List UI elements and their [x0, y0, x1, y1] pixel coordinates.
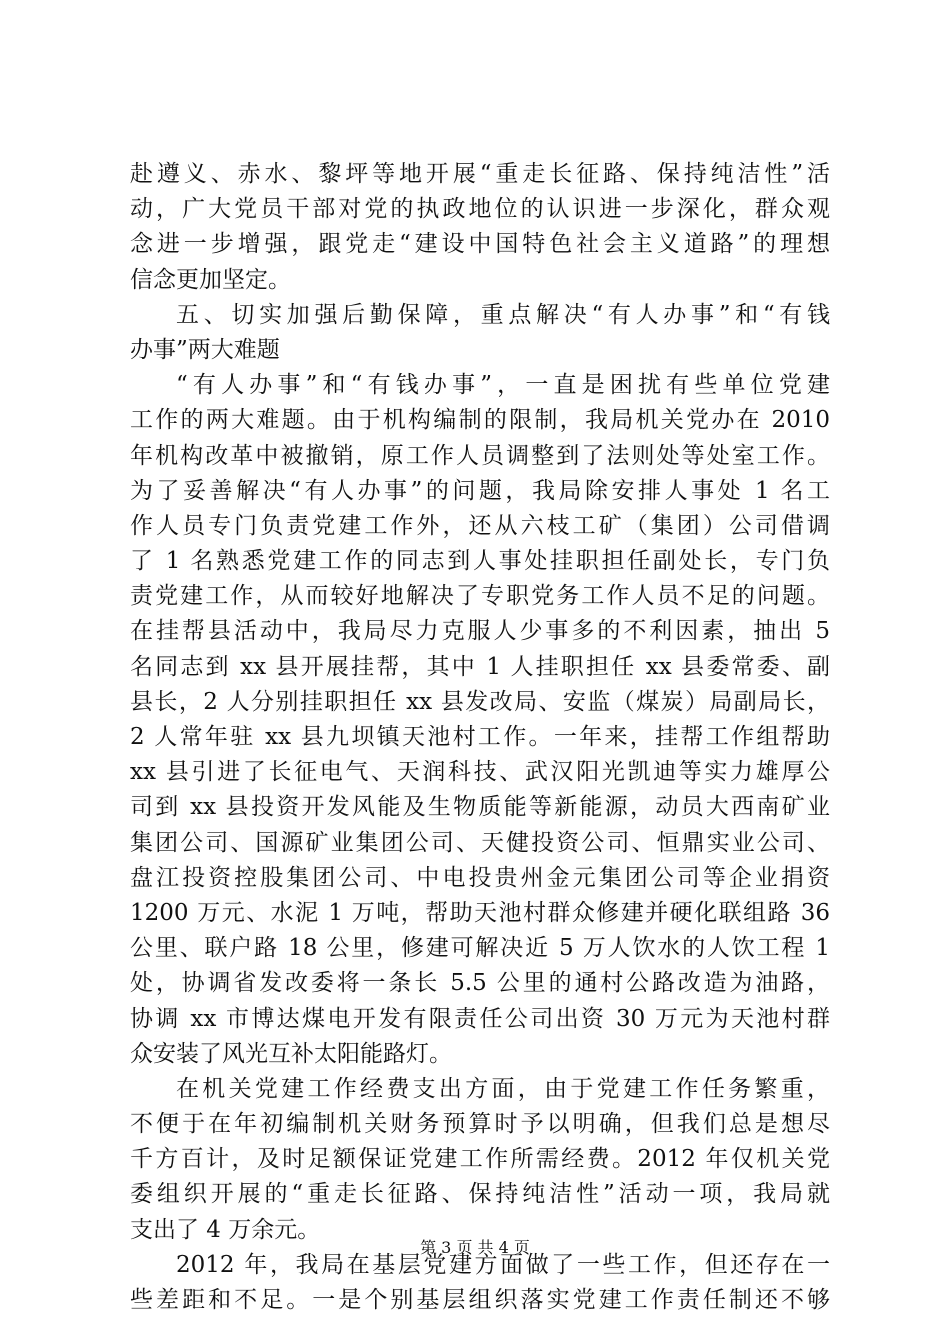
page-footer: 第 3 页 共 4 页 — [420, 1238, 530, 1257]
text-line: 念进一步增强，跟党走“建设中国特色社会主义道路”的理想 — [130, 231, 830, 258]
text-line: 五、切实加强后勤保障，重点解决“有人办事”和“有钱 — [176, 301, 830, 328]
text-line: 司到 xx 县投资开发风能及生物质能等新能源，动员大西南矿业 — [130, 794, 830, 821]
text-line: 办事”两大难题 — [130, 336, 280, 363]
text-line: 为了妥善解决“有人办事”的问题，我局除安排人事处 1 名工 — [130, 477, 830, 504]
text-line: 年机构改革中被撤销，原工作人员调整到了法则处等处室工作。 — [130, 442, 830, 469]
text-line: 1200 万元、水泥 1 万吨，帮助天池村群众修建并硬化联组路 36 — [130, 899, 830, 926]
text-line: 在机关党建工作经费支出方面，由于党建工作任务繁重， — [176, 1075, 830, 1102]
text-line: 集团公司、国源矿业集团公司、天健投资公司、恒鼎实业公司、 — [130, 829, 830, 856]
text-line: 县长，2 人分别挂职担任 xx 县发改局、安监（煤炭）局副局长， — [130, 688, 830, 715]
text-line: “有人办事”和“有钱办事”，一直是困扰有些单位党建 — [176, 372, 830, 399]
text-line: xx 县引进了长征电气、天润科技、武汉阳光凯迪等实力雄厚公 — [130, 759, 830, 786]
text-line: 公里、联户路 18 公里，修建可解决近 5 万人饮水的人饮工程 1 — [130, 935, 830, 962]
text-line: 众安装了风光互补太阳能路灯。 — [130, 1040, 452, 1067]
text-line: 处，协调省发改委将一条长 5.5 公里的通村公路改造为油路， — [130, 970, 830, 997]
text-line: 在挂帮县活动中，我局尽力克服人少事多的不利因素，抽出 5 — [130, 618, 830, 645]
text-line: 责党建工作，从而较好地解决了专职党务工作人员不足的问题。 — [130, 583, 830, 610]
text-line: 了 1 名熟悉党建工作的同志到人事处挂职担任副处长，专门负 — [130, 548, 830, 575]
text-line: 工作的两大难题。由于机构编制的限制，我局机关党办在 2010 — [130, 407, 830, 434]
text-line: 动，广大党员干部对党的执政地位的认识进一步深化，群众观 — [130, 196, 830, 223]
text-line: 协调 xx 市博达煤电开发有限责任公司出资 30 万元为天池村群 — [130, 1005, 830, 1032]
text-line: 名同志到 xx 县开展挂帮，其中 1 人挂职担任 xx 县委常委、副 — [130, 653, 830, 680]
text-line: 支出了 4 万余元。 — [130, 1216, 321, 1243]
text-line: 2012 年，我局在基层党建方面做了一些工作，但还存在一 — [176, 1251, 830, 1278]
text-line: 盘江投资控股集团公司、中电投贵州金元集团公司等企业捐资 — [130, 864, 830, 891]
text-line: 不便于在年初编制机关财务预算时予以明确，但我们总是想尽 — [130, 1111, 830, 1138]
text-line: 委组织开展的“重走长征路、保持纯洁性”活动一项，我局就 — [130, 1181, 830, 1208]
text-line: 赴遵义、赤水、黎坪等地开展“重走长征路、保持纯洁性”活 — [130, 161, 830, 187]
text-line: 些差距和不足。一是个别基层组织落实党建工作责任制还不够 — [130, 1287, 830, 1313]
document-body — [130, 157, 830, 1318]
text-line: 千方百计，及时足额保证党建工作所需经费。2012 年仅机关党 — [130, 1146, 830, 1173]
text-line: 信念更加坚定。 — [130, 266, 291, 293]
text-line: 作人员专门负责党建工作外，还从六枝工矿（集团）公司借调 — [130, 512, 830, 539]
text-line: 2 人常年驻 xx 县九坝镇天池村工作。一年来，挂帮工作组帮助 — [130, 724, 830, 750]
